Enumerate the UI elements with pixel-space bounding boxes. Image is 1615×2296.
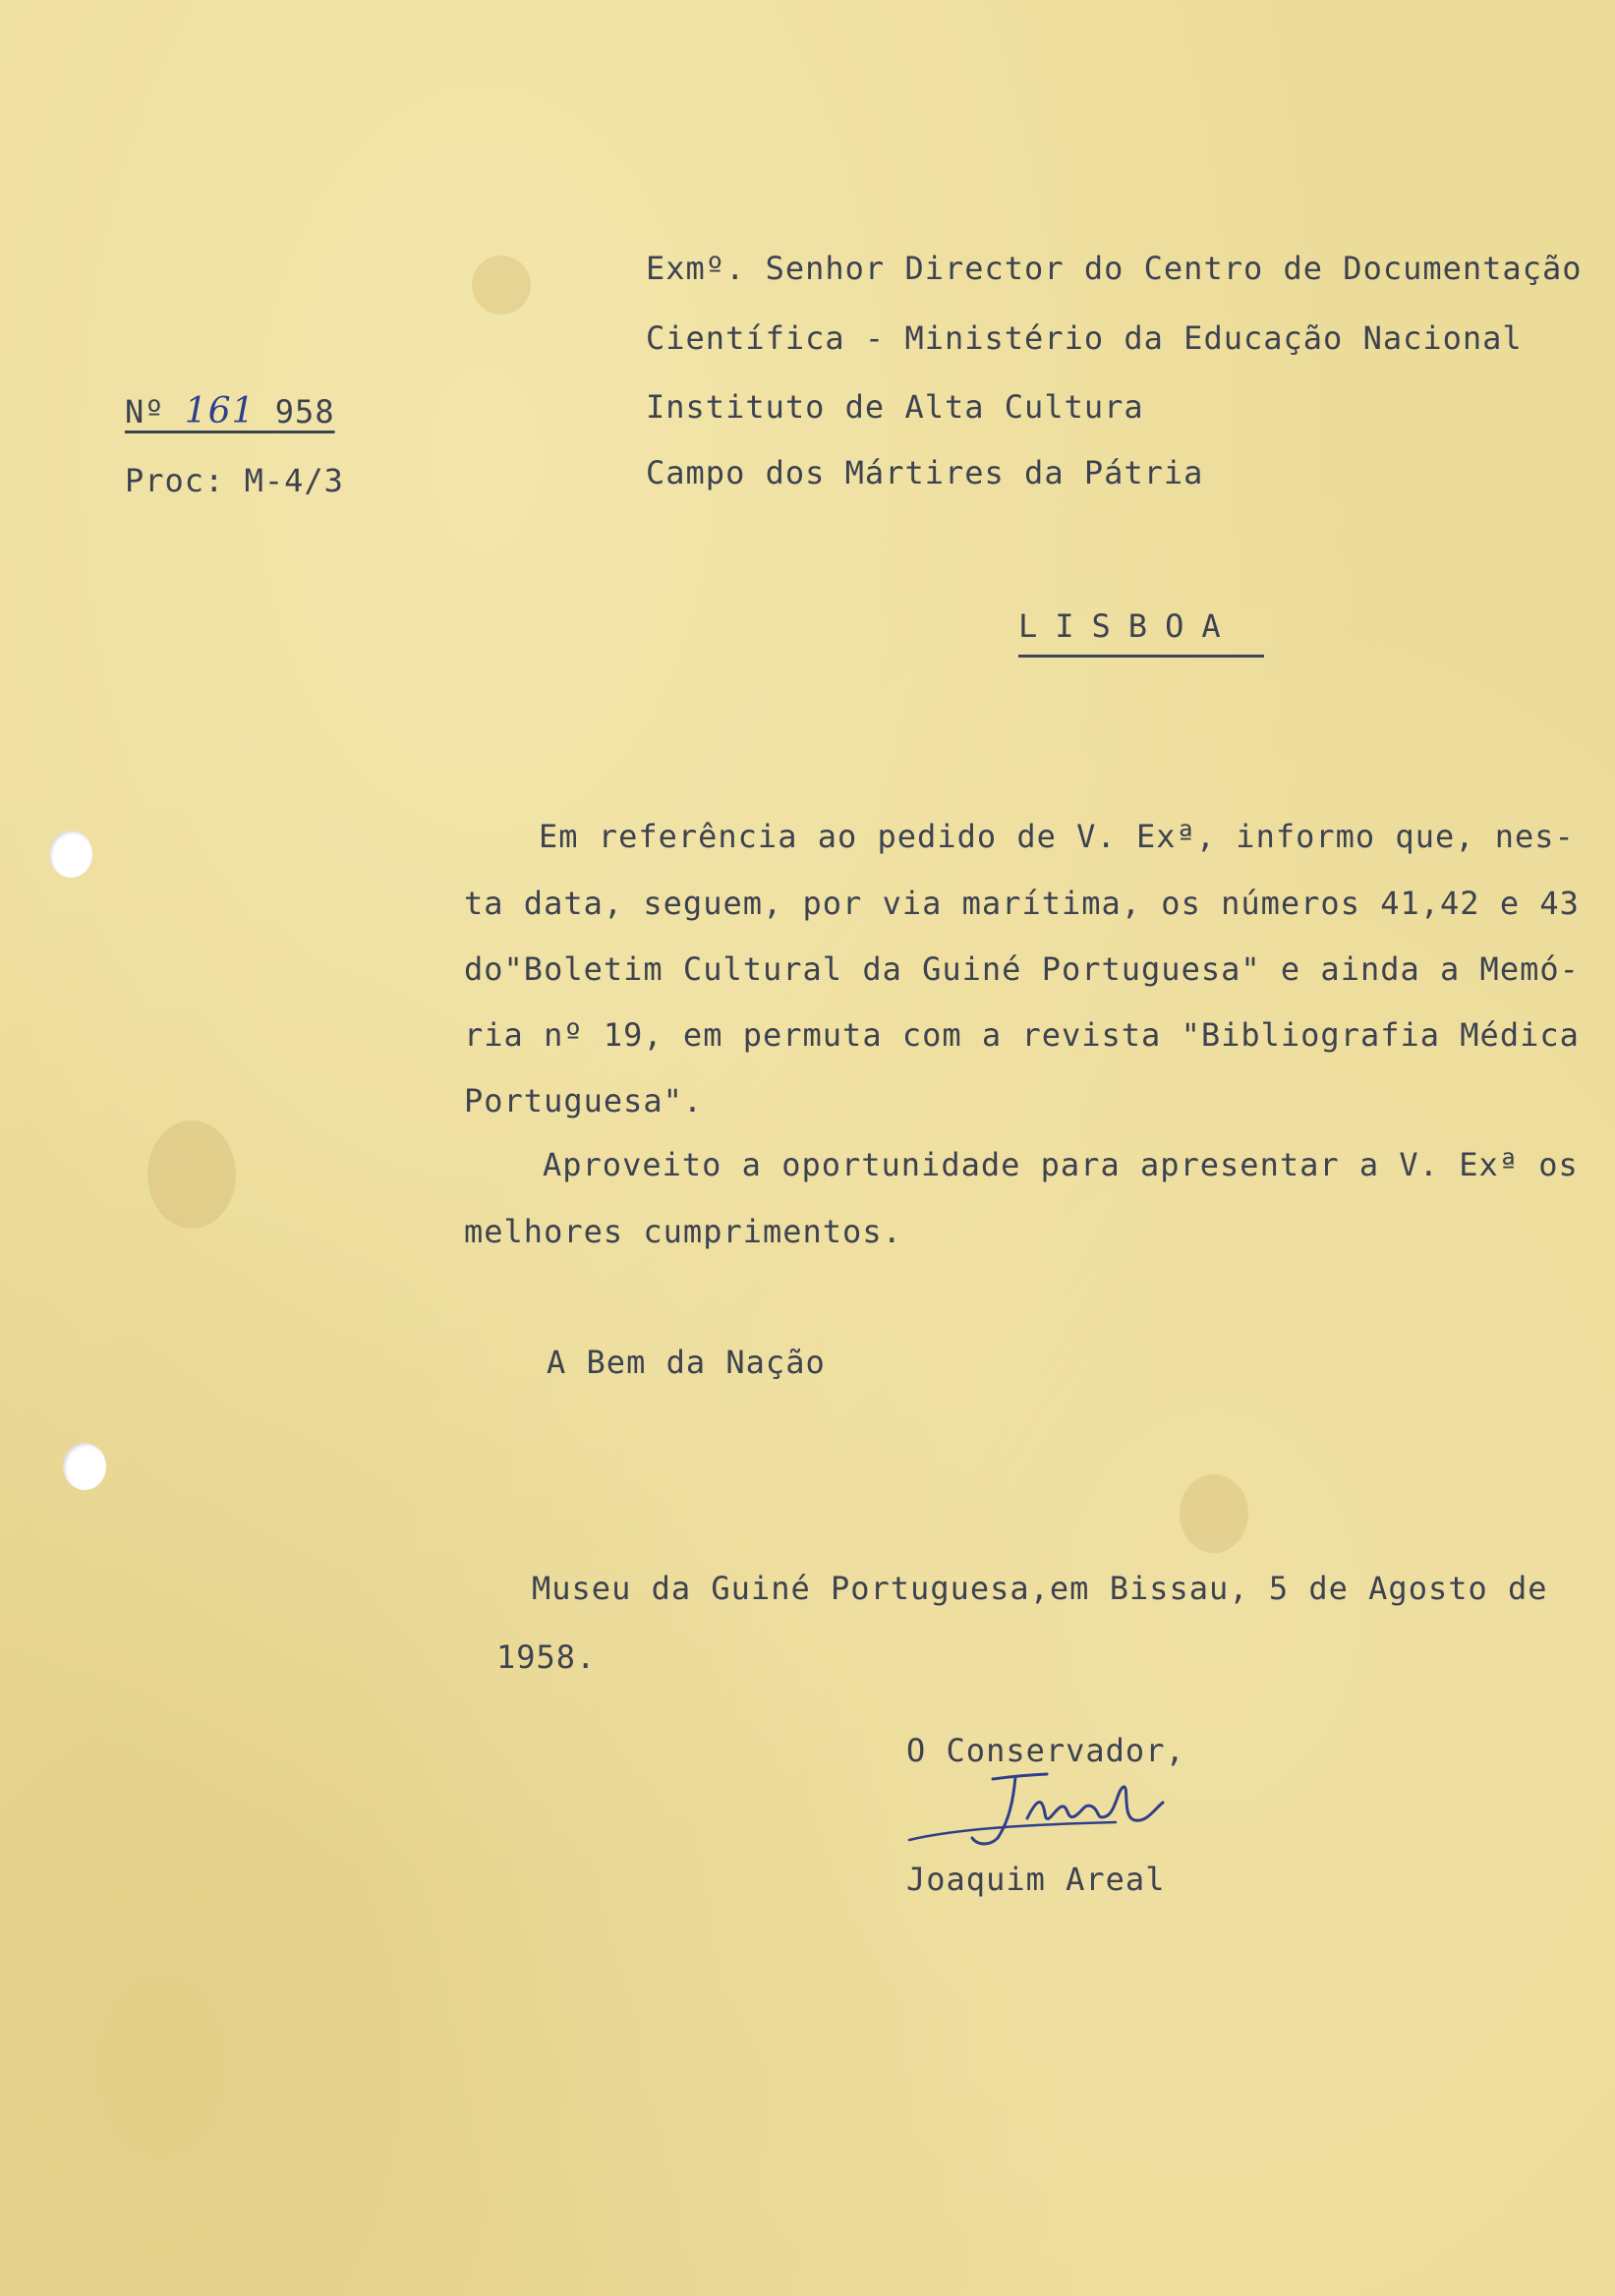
recipient-line-2: Científica - Ministério da Educação Nacional	[646, 319, 1523, 357]
recipient-line-1: Exmº. Senhor Director do Centro de Documentação	[646, 250, 1583, 287]
signatory-name: Joaquim Areal	[906, 1861, 1166, 1898]
paper-stain	[147, 1120, 236, 1229]
reference-prefix: Nº	[125, 393, 165, 430]
body-line: Portuguesa".	[464, 1082, 704, 1119]
paper-stain	[1180, 1474, 1248, 1553]
body-line: melhores cumprimentos.	[464, 1213, 902, 1250]
punch-hole	[63, 1443, 106, 1490]
body-line: ria nº 19, em permuta com a revista "Bibliografia Médica	[464, 1016, 1580, 1054]
recipient-line-4: Campo dos Mártires da Pátria	[646, 454, 1204, 491]
body-line: ta data, seguem, por via marítima, os números 41,42 e 43	[464, 885, 1580, 922]
punch-hole	[49, 831, 92, 878]
reference-number	[125, 391, 335, 431]
place-date-line: 1958.	[496, 1638, 597, 1676]
paper-stain	[472, 256, 531, 315]
process-number: Proc: M-4/3	[125, 462, 344, 499]
recipient-city: LISBOA	[1018, 607, 1264, 658]
handwritten-signature	[899, 1759, 1184, 1858]
signatory-title: O Conservador,	[906, 1732, 1185, 1769]
recipient-line-3: Instituto de Alta Cultura	[646, 388, 1144, 426]
salutation: A Bem da Nação	[547, 1344, 826, 1381]
body-line: Em referência ao pedido de V. Exª, informo que, nes-	[539, 818, 1575, 855]
reference-handwritten: 161	[184, 391, 256, 431]
body-line: do"Boletim Cultural da Guiné Portuguesa" e ainda a Memó-	[464, 950, 1580, 988]
body-line: Aproveito a oportunidade para apresentar a V. Exª os	[543, 1146, 1579, 1183]
reference-year: 958	[274, 393, 335, 430]
place-date-line: Museu da Guiné Portuguesa,em Bissau, 5 de Agosto de	[532, 1570, 1548, 1607]
